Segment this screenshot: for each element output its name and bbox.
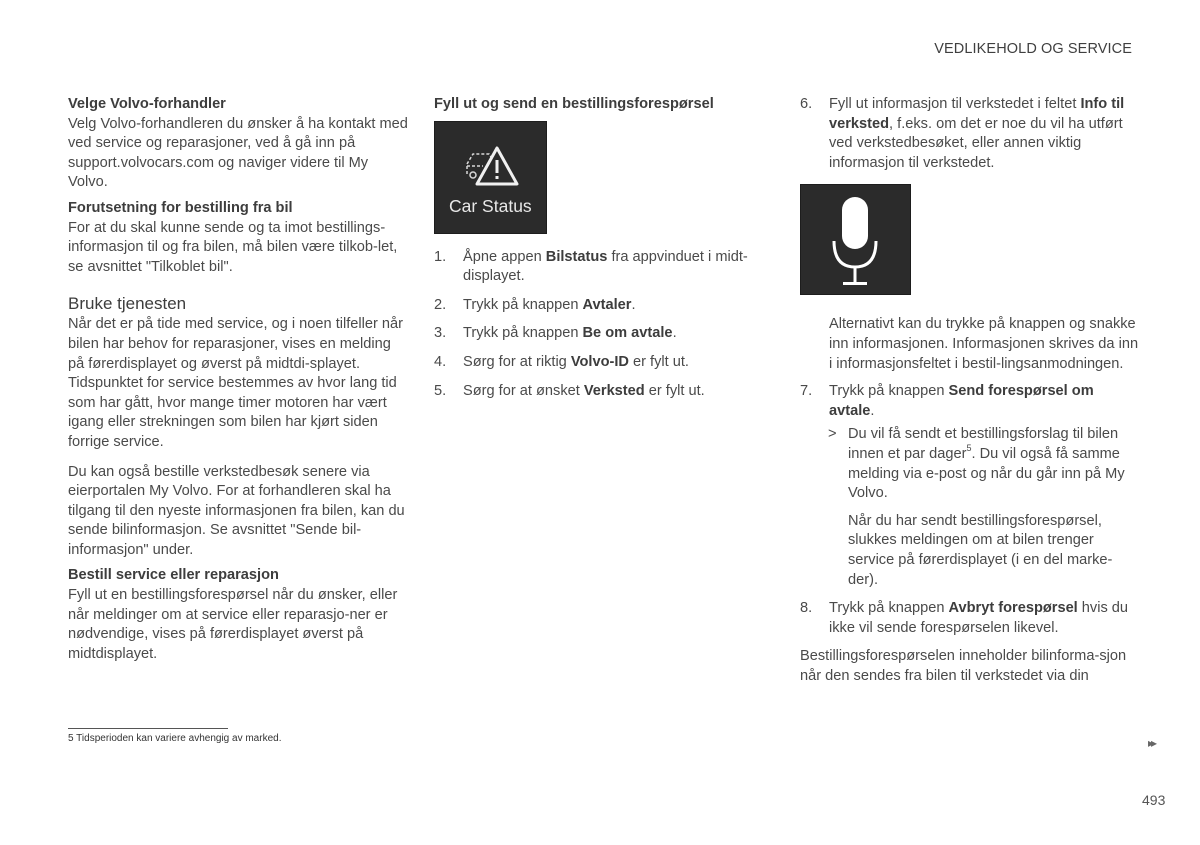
section-title: Bruke tjenesten [68,294,187,314]
car-warning-icon [463,144,519,195]
column-left [68,95,408,664]
continue-arrows-icon: ▸▸ [1148,736,1155,750]
tile-label: Car Status [449,196,532,216]
list-item: 6. Fyll ut informasjon til verkstedet i feltet Info til verksted, f.eks. om det er noe du vil ha utført ved verkstedbesøket, eller annen viktig informasjon til verkstedet. [800,96,1125,171]
column-middle [434,95,774,410]
steps-list [434,248,774,402]
list-item: 5. Sørg for at ønsket Verksted er fylt ut. [434,382,705,399]
column-right [800,95,1140,686]
footnote: 5 Tidsperioden kan variere avhengig av marked. [68,733,282,744]
paragraph: Fyll ut en bestillingsforespørsel når du ønsker, eller når meldinger om at service eller reparasjo-ner er nødvendige, vises på førerdisplayet øverst på midtdisplayet. [68,587,398,662]
microphone-tile [800,184,911,295]
paragraph: Du kan også bestille verkstedbesøk senere via eierportalen My Volvo. For at forhandleren skal ha tilgang til den nyeste informasjonen fra bilen, kan du sende bilinformasjon. Se avsnittet "Sende bil-informasjon" under. [68,463,405,558]
list-item: 3. Trykk på knappen Be om avtale. [434,325,677,342]
section-heading: Fyll ut og send en bestillingsforespørsel [434,96,714,112]
list-item: 1. Åpne appen Bilstatus fra appvinduet i midt-displayet. [434,248,748,285]
paragraph: Når det er på tide med service, og i noen tilfeller når bilen har behov for reparasjoner, vises en melding på førerdisplayet og øverst på midtdi-splayet. Tidspunktet for service bestemmes av hvor lang tid som har gått, hvor mange timer motoren har vært igang eller strekningen som bilen har kjørt siden forrige service. [68,316,404,450]
footnote-divider [68,728,228,729]
list-item: 8. Trykk på knappen Avbryt forespørsel hvis du ikke vil sende forespørselen likevel. [800,600,1129,636]
section-heading: Velge Volvo-forhandler [68,96,226,112]
section-heading: Forutsetning for bestilling fra bil [68,199,293,216]
list-item: 4. Sørg for at riktig Volvo-ID er fylt ut. [434,353,689,370]
list-item: 2. Trykk på knappen Avtaler. [434,296,636,313]
section-heading: Bestill service eller reparasjon [68,567,279,584]
microphone-icon [830,195,882,294]
paragraph: Når du har sendt bestillingsforespørsel, slukkes meldingen om at bilen trenger service på førerdisplayet (i en del marke-der). [848,512,1113,588]
paragraph: Bestillingsforespørselen inneholder bilinforma-sjon når den sendes fra bilen til verkstedet via din [800,648,1127,684]
page-number: 493 [1142,792,1166,808]
car-status-app-tile [434,121,547,234]
paragraph: Alternativt kan du trykke på knappen og snakke inn informasjonen. Informasjonen skrives da inn i informasjonsfeltet i bestil-lingsanmodningen. [829,316,1139,372]
page-header: VEDLIKEHOLD OG SERVICE [934,41,1132,57]
paragraph: Velg Volvo-forhandleren du ønsker å ha kontakt med ved service og reparasjoner, ved å gå inn på support.volvocars.com og naviger videre til My Volvo. [68,115,408,191]
result-item: > Du vil få sendt et bestillingsforslag til bilen innen et par dager$^5$. Du vil også få samme melding via e-post og når du går inn på My Volvo. [828,426,1125,502]
paragraph: For at du skal kunne sende og ta imot bestillings-informasjon til og fra bilen, må bilen være tilkob-let, se avsnittet "Tilkoblet bil". [68,219,398,275]
list-item: 7. Trykk på knappen Send forespørsel om avtale. [800,383,1094,419]
